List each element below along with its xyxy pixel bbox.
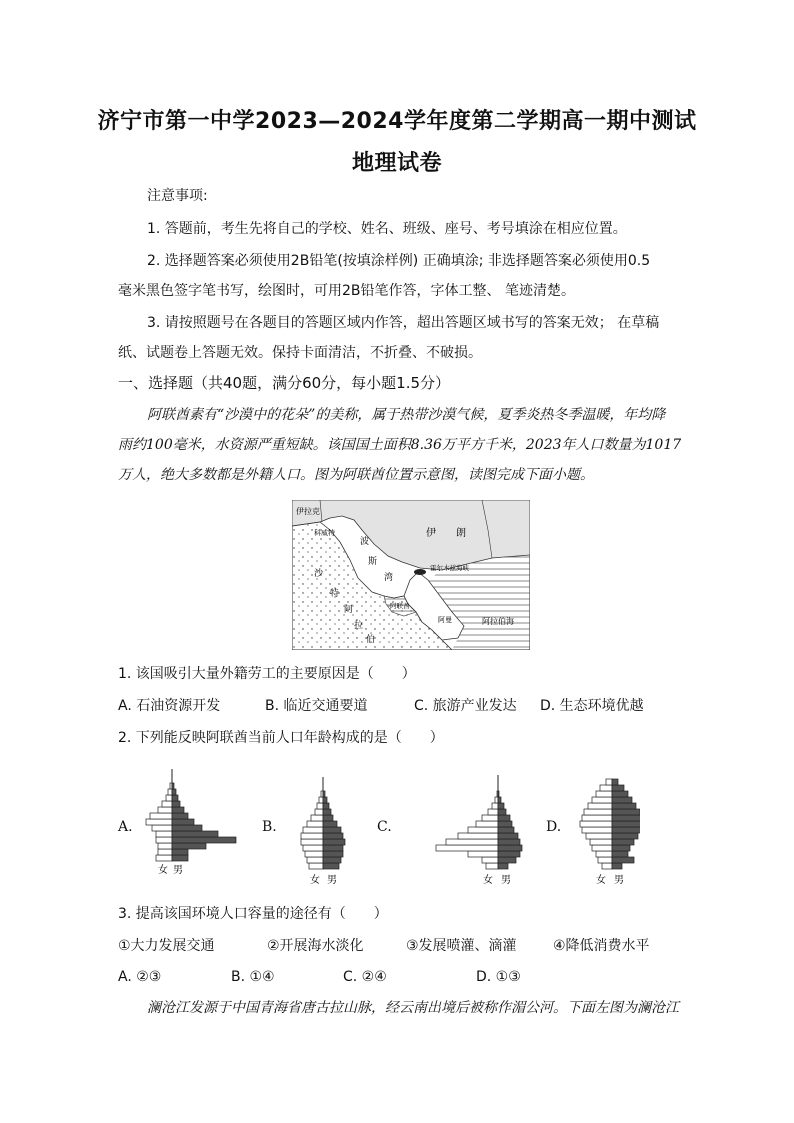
pyramid-c-male-bar — [498, 815, 510, 821]
pyramid-b-female-bar — [317, 803, 323, 809]
pyramid-a-female-bar — [156, 855, 172, 861]
pyramid-d-male-bar — [612, 857, 634, 863]
pyramid-a-male-bar — [172, 831, 218, 837]
pyramid-a-female-bar — [150, 813, 172, 819]
label-lang: 朗 — [456, 528, 466, 539]
pyramid-b — [301, 777, 345, 869]
section-heading: 一、选择题（共40题，满分60分，每小题1.5分） — [118, 374, 451, 392]
pyramid-d-female-bar — [586, 833, 612, 839]
pyramid-d-male-bar — [612, 797, 632, 803]
pyramid-b-male-bar — [323, 803, 329, 809]
pyramid-d-female-bar — [596, 791, 612, 797]
pyramid-d-male-bar — [612, 779, 618, 785]
pyramid-c-female-bar — [492, 803, 498, 809]
q1-stem: 1. 该国吸引大量外籍劳工的主要原因是（ ） — [118, 666, 416, 682]
q3-statement-2: ②开展海水淡化 — [267, 938, 364, 954]
pyramid-b-female-bar — [305, 851, 323, 857]
pyramid-c — [436, 775, 522, 869]
pyramid-a-female-bar — [158, 843, 172, 849]
pyramid-c-male-bar — [498, 803, 504, 809]
pyramid-c-female: 女 — [483, 875, 493, 886]
pyramid-d-male-bar — [612, 809, 640, 815]
label-bo2: 伯 — [366, 635, 376, 645]
pyramid-d-male-bar — [612, 851, 628, 857]
passage2-line-1: 澜沧江发源于中国青海省唐古拉山脉，经云南出境后被称作湄公河。下面左图为澜沧江 — [147, 1000, 679, 1016]
pyramid-b-male-bar — [323, 839, 345, 845]
pyramid-a-male-bar — [172, 819, 194, 825]
label-yi: 伊 — [426, 528, 436, 539]
pyramid-d-male-bar — [612, 839, 634, 845]
pyramid-c-male-bar — [498, 821, 512, 827]
pyramid-d — [580, 779, 640, 869]
label-oman: 阿曼 — [438, 616, 452, 624]
pyramid-c-female-bar — [495, 797, 498, 803]
pyramid-d-female-bar — [602, 863, 612, 869]
pyramid-d-male-bar — [612, 821, 640, 827]
pyramid-c-male-bar — [498, 845, 522, 851]
pyramid-a — [146, 769, 236, 861]
pyramid-d-female-bar — [582, 815, 612, 821]
q3-stem: 3. 提高该国环境人口容量的途径有（ ） — [118, 906, 388, 922]
pyramid-c-female-bar — [436, 845, 498, 851]
label-te: 特 — [330, 589, 340, 599]
pyramid-c-male-bar — [498, 791, 499, 797]
pyramid-d-female-bar — [580, 821, 612, 827]
pyramid-d-female-bar — [598, 857, 612, 863]
q3-option-a: A. ②③ — [118, 969, 162, 985]
pyramid-c-male-bar — [498, 797, 501, 803]
pyramid-c-female-bar — [476, 821, 498, 827]
population-pyramids — [130, 765, 640, 890]
pyramid-d-female-bar — [588, 803, 612, 809]
pyramid-a-male-bar — [172, 783, 174, 789]
label-iraq: 伊拉克 — [296, 507, 320, 516]
pyramid-c-female-bar — [486, 863, 498, 869]
pyramid-b-female-bar — [301, 839, 323, 845]
q2-stem: 2. 下列能反映阿联酋当前人口年龄构成的是（ ） — [118, 730, 444, 746]
pyramid-d-female-bar — [590, 839, 612, 845]
pyramid-c-male-bar — [498, 851, 520, 857]
exam-subtitle: 地理试卷 — [351, 151, 442, 176]
pyramid-a-female-bar — [168, 789, 172, 795]
pyramid-c-female-bar — [458, 833, 498, 839]
pyramid-b-male-bar — [323, 863, 339, 869]
pyramid-c-female-bar — [446, 839, 498, 845]
pyramid-a-male: 男 — [173, 865, 183, 876]
q2-option-a-label: A. — [118, 819, 133, 835]
q2-option-b-label: B. — [262, 819, 277, 835]
pyramid-b-male-bar — [323, 851, 343, 857]
pyramid-a-female-bar — [166, 795, 172, 801]
label-bo: 波 — [360, 537, 370, 547]
label-a: 阿 — [344, 605, 354, 615]
pyramid-c-male-bar — [498, 833, 518, 839]
pyramid-b-female-bar — [303, 845, 323, 851]
q3-statement-4: ④降低消费水平 — [553, 938, 650, 954]
notice-item-2-line-2: 毫米黑色签字笔书写，绘图时，可用2B铅笔作答，字体工整、 笔迹清楚。 — [118, 283, 575, 299]
q1-option-c: C. 旅游产业发达 — [414, 698, 517, 714]
pyramid-a-male-bar — [172, 837, 236, 843]
label-uae: 阿联酋 — [390, 602, 410, 610]
pyramid-c-male-bar — [498, 809, 506, 815]
passage-line-2: 雨约100毫米，水资源严重短缺。该国国土面积8.36万平方千米，2023年人口数量为1017 — [118, 437, 682, 453]
pyramid-a-male-bar — [172, 849, 188, 855]
pyramid-c-female-bar — [468, 851, 498, 857]
pyramid-d-male-bar — [612, 785, 624, 791]
pyramid-a-female-bar — [156, 837, 172, 843]
pyramid-c-female-bar — [468, 827, 498, 833]
pyramid-d-male-bar — [612, 815, 640, 821]
pyramid-b-female: 女 — [310, 875, 320, 886]
pyramid-a-male-bar — [172, 813, 188, 819]
pyramid-c-male-bar — [498, 827, 514, 833]
passage-line-3: 万人，绝大多数都是外籍人口。图为阿联酋位置示意图，读图完成下面小题。 — [118, 467, 594, 483]
pyramid-b-male-bar — [323, 833, 343, 839]
pyramid-b-male-bar — [323, 809, 331, 815]
exam-title: 济宁市第一中学2023—2024学年度第二学期高一期中测试 — [97, 109, 697, 134]
q3-statement-3: ③发展喷灌、滴灌 — [406, 938, 517, 954]
pyramid-a-male-bar — [172, 843, 206, 849]
pyramid-d-female: 女 — [596, 875, 606, 886]
pyramid-d-male-bar — [612, 863, 622, 869]
pyramid-b-male-bar — [323, 791, 325, 797]
label-si: 斯 — [368, 557, 378, 567]
label-hormuz: 霍尔木兹海峡 — [430, 564, 469, 572]
pyramid-a-male-bar — [172, 825, 202, 831]
pyramid-b-female-bar — [315, 809, 323, 815]
pyramid-d-female-bar — [592, 797, 612, 803]
pyramid-d-female-bar — [606, 779, 612, 785]
pyramid-d-male-bar — [612, 791, 628, 797]
pyramid-b-male: 男 — [327, 875, 337, 886]
label-arabian-sea: 阿拉伯海 — [482, 617, 514, 626]
q1-option-a: A. 石油资源开发 — [118, 698, 221, 714]
pyramid-b-female-bar — [303, 827, 323, 833]
label-kuwait: 科威特 — [314, 529, 335, 537]
pyramid-c-male-bar — [498, 863, 508, 869]
pyramid-d-male-bar — [612, 845, 630, 851]
pyramid-d-male-bar — [612, 827, 640, 833]
pyramid-b-female-bar — [301, 833, 323, 839]
pyramid-d-male-bar — [612, 803, 636, 809]
notice-item-3-line-1: 3. 请按照题号在各题目的答题区域内作答，超出答题区域书写的答案无效； 在草稿 — [147, 315, 660, 331]
pyramid-a-male-bar — [172, 807, 184, 813]
pyramid-a-male-bar — [172, 789, 176, 795]
pyramid-b-male-bar — [323, 821, 337, 827]
pyramid-a-female-bar — [158, 807, 172, 813]
q3-option-b: B. ①④ — [231, 969, 275, 985]
pyramid-c-male: 男 — [501, 875, 511, 886]
pyramid-d-male-bar — [612, 833, 638, 839]
pyramid-d-female-bar — [584, 809, 612, 815]
notice-item-1: 1. 答题前，考生先将自己的学校、姓名、班级、座号、考号填涂在相应位置。 — [147, 221, 627, 237]
pyramid-a-female-bar — [156, 831, 172, 837]
pyramid-b-male-bar — [323, 845, 343, 851]
label-wan: 湾 — [384, 573, 394, 583]
pyramid-a-female-bar — [152, 825, 172, 831]
pyramid-d-male: 男 — [614, 875, 624, 886]
pyramid-c-female-bar — [482, 815, 498, 821]
passage-line-1: 阿联酋素有“沙漠中的花朵”的美称，属于热带沙漠气候，夏季炎热冬季温暖，年均降 — [147, 407, 666, 423]
pyramid-a-female-bar — [158, 849, 172, 855]
pyramid-b-male-bar — [323, 815, 333, 821]
pyramid-a-female-bar — [146, 819, 172, 825]
q3-option-c: C. ②④ — [343, 969, 387, 985]
pyramid-a-male-bar — [172, 801, 180, 807]
notice-item-3-line-2: 纸、试题卷上答题无效。保持卡面清洁，不折叠、不破损。 — [118, 345, 482, 361]
label-sha: 沙 — [314, 569, 324, 579]
q3-option-d: D. ①③ — [476, 969, 521, 985]
pyramid-a-female-bar — [162, 801, 172, 807]
pyramid-b-female-bar — [307, 821, 323, 827]
pyramid-c-male-bar — [498, 857, 516, 863]
pyramid-a-male-bar — [172, 795, 178, 801]
q1-option-d: D. 生态环境优越 — [540, 698, 644, 714]
pyramid-b-female-bar — [319, 797, 323, 803]
q2-option-c-label: C. — [377, 819, 392, 835]
pyramid-c-female-bar — [488, 809, 498, 815]
pyramid-a-male-bar — [172, 855, 188, 861]
pyramid-d-female-bar — [596, 851, 612, 857]
pyramid-b-female-bar — [307, 857, 323, 863]
pyramid-b-female-bar — [311, 815, 323, 821]
pyramid-c-male-bar — [498, 839, 520, 845]
label-la: 拉 — [354, 621, 364, 631]
pyramid-c-female-bar — [482, 857, 498, 863]
pyramid-a-female: 女 — [158, 865, 168, 876]
notice-heading: 注意事项: — [147, 188, 208, 204]
q3-statement-1: ①大力发展交通 — [118, 938, 215, 954]
pyramid-b-male-bar — [323, 857, 341, 863]
pyramid-b-male-bar — [323, 827, 341, 833]
uae-location-map — [292, 500, 530, 650]
q1-option-b: B. 临近交通要道 — [265, 698, 368, 714]
pyramid-b-female-bar — [309, 863, 323, 869]
pyramid-d-female-bar — [592, 845, 612, 851]
pyramid-b-male-bar — [323, 797, 327, 803]
pyramid-d-female-bar — [600, 785, 612, 791]
notice-item-2-line-1: 2. 选择题答案必须使用2B铅笔(按填涂样例) 正确填涂; 非选择题答案必须使用0.5 — [147, 253, 651, 269]
pyramid-d-female-bar — [582, 827, 612, 833]
q2-option-d-label: D. — [546, 819, 562, 835]
